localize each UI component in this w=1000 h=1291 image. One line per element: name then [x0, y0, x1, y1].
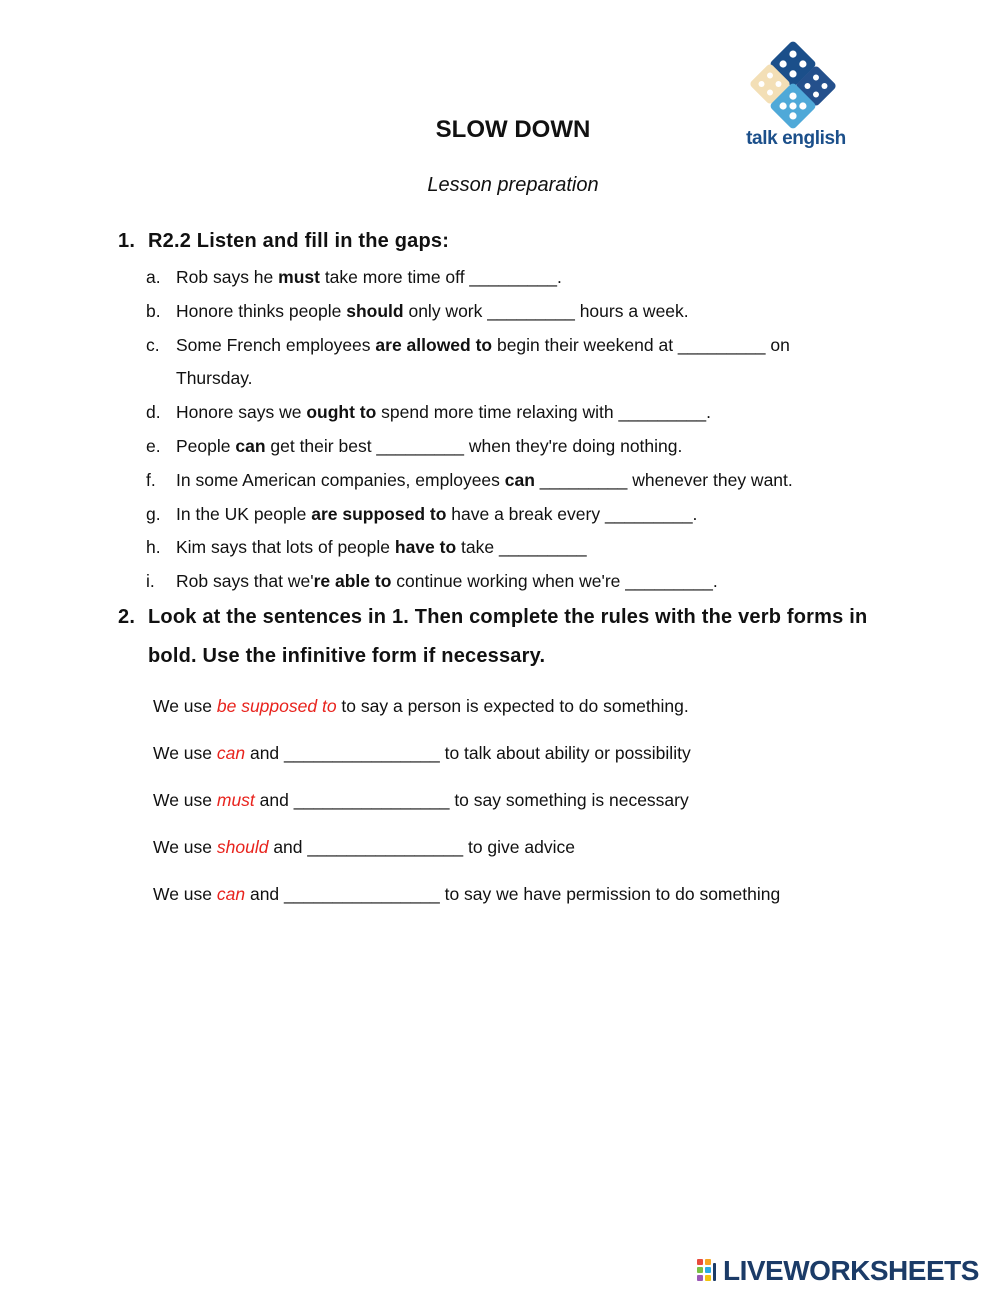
section-number: 1. — [118, 230, 136, 252]
section-heading-text: R2.2 Listen and fill in the gaps: — [148, 230, 450, 252]
liveworksheets-text: LIVEWORKSHEETS — [723, 1255, 979, 1286]
liveworksheets-icon — [697, 1259, 721, 1283]
section-2-heading — [118, 598, 878, 678]
rule-sentence: We use can and ________________ to talk about ability or possibility — [153, 743, 691, 763]
list-item: a. Rob says he must take more time off _________. — [146, 267, 562, 287]
list-item: d. Honore says we ought to spend more time relaxing with _________. — [146, 402, 711, 423]
rule-sentence: We use be supposed to to say a person is expected to do something. — [153, 696, 689, 716]
rule-sentence: We use must and ________________ to say something is necessary — [153, 790, 689, 810]
liveworksheets-brand[interactable] — [697, 1254, 997, 1288]
page-title: SLOW DOWN — [435, 116, 591, 143]
list-item: b. Honore thinks people should only work _________ hours a week. — [146, 300, 689, 321]
rule-sentence: We use can and ________________ to say we have permission to do something — [153, 884, 781, 904]
rules-list — [153, 688, 913, 923]
section-1-heading — [118, 222, 878, 262]
section-number: 2. — [118, 606, 136, 628]
list-item: i. Rob says that we're able to continue working when we're _________. — [146, 571, 718, 592]
list-item: g. In the UK people are supposed to have a break every _________. — [146, 503, 698, 524]
list-item: e. People can get their best _________ when they're doing nothing. — [146, 435, 683, 456]
page-subtitle: Lesson preparation — [427, 174, 599, 196]
gap-fill-list — [146, 261, 886, 599]
list-item: c. Some French employees are allowed to begin their weekend at _________ on Thursday. — [146, 334, 790, 389]
rule-sentence: We use should and ________________ to give advice — [153, 837, 575, 857]
list-item: f. In some American companies, employees can _________ whenever they want. — [146, 469, 793, 490]
logo-text: talk english — [746, 128, 846, 149]
section-heading-text: Look at the sentences in 1. Then complete the rules with the verb forms in bold. Use the infinitive form if necessary. — [148, 606, 868, 667]
list-item: h. Kim says that lots of people have to take _________ — [146, 537, 587, 558]
